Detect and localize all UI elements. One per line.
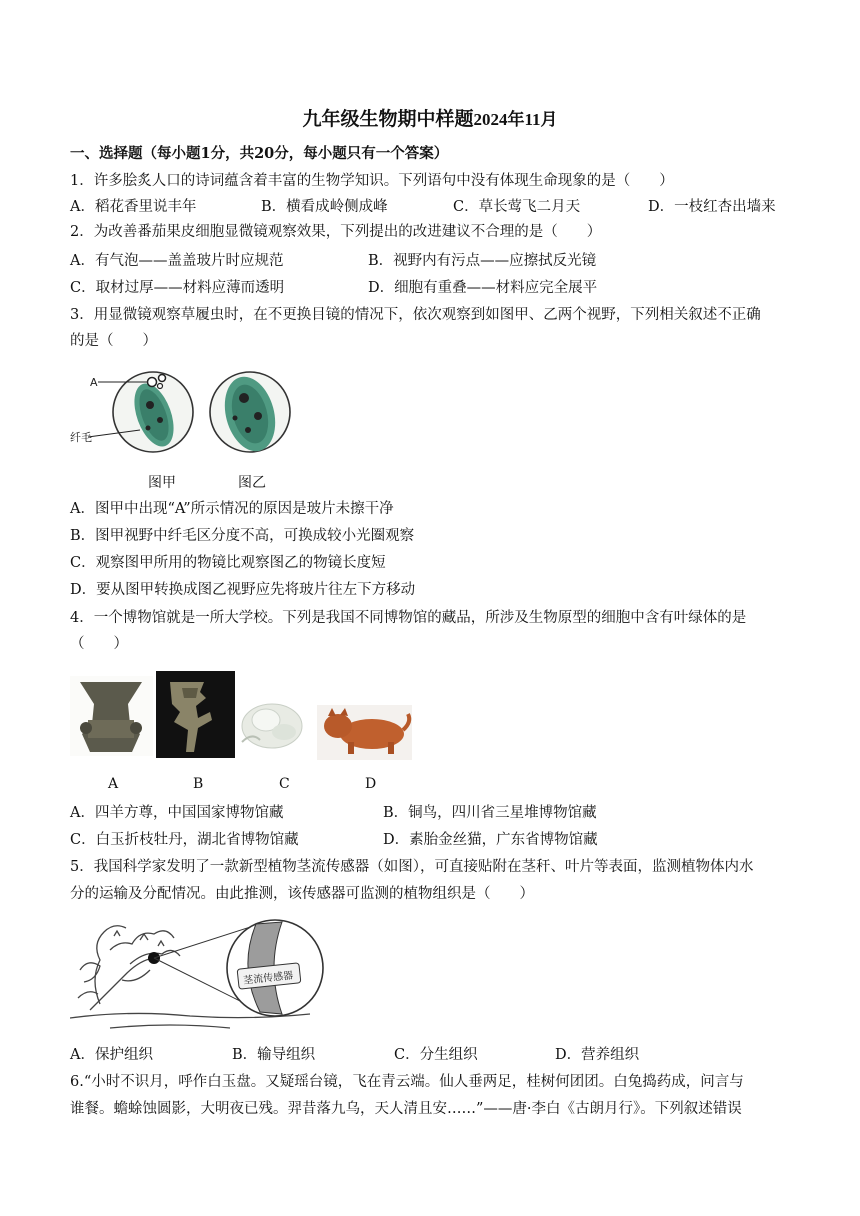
paramecium-figure	[70, 360, 300, 465]
q2-stem: 2．为改善番茄果皮细胞显微镜观察效果，下列提出的改进建议不合理的是（ ）	[70, 224, 602, 240]
museum-artifacts-figure	[70, 668, 415, 763]
q4-option-a: A．四羊方尊，中国国家博物馆藏	[70, 805, 284, 821]
q1-option-d: D．一枝红杏出墙来	[648, 199, 776, 215]
label-cilia: 纤毛	[70, 431, 92, 444]
image-label-d: D	[365, 776, 377, 792]
caption-yi: 图乙	[238, 475, 266, 491]
q6-stem-line2: 谁餐。蟾蜍蚀圆影，大明夜已残。羿昔落九乌，天人清且安……”——唐·李白《古朗月行》。下列叙述错误	[70, 1101, 742, 1117]
q1-option-c: C．草长莺飞二月天	[453, 199, 581, 215]
q3-stem-line2: 的是（ ）	[70, 333, 157, 349]
image-label-a: A	[108, 776, 119, 792]
q3-stem-line1: 3．用显微镜观察草履虫时，在不更换目镜的情况下，依次观察到如图甲、乙两个视野，下列相关叙述不正确	[70, 307, 761, 323]
q3-option-c: C．观察图甲所用的物镜比观察图乙的物镜长度短	[70, 555, 386, 571]
section-heading: 一、选择题（每小题1分，共20分，每小题只有一个答案）	[70, 145, 449, 162]
sap-flow-sensor-figure	[70, 910, 330, 1034]
figure-yi-microscope-view	[210, 371, 290, 457]
white-jade-peony-image	[236, 698, 314, 758]
title-date: 2024年11月	[473, 110, 558, 129]
four-ram-zun-image	[70, 676, 153, 756]
q5-option-c: C．分生组织	[394, 1047, 478, 1063]
magnified-view	[227, 920, 323, 1016]
q5-option-b: B．输导组织	[232, 1047, 316, 1063]
q4-stem-line2: （ ）	[70, 636, 128, 652]
sensor-label: 茎流传感器	[242, 970, 294, 987]
bronze-bird-image	[156, 671, 235, 758]
q1-option-b: B．横看成岭侧成峰	[261, 199, 388, 215]
q3-option-d: D．要从图甲转换成图乙视野应先将玻片往左下方移动	[70, 582, 416, 598]
q4-stem-line1: 4．一个博物馆就是一所大学校。下列是我国不同博物馆的藏品，所涉及生物原型的细胞中含有叶绿体的是	[70, 610, 747, 626]
clay-cat-image	[317, 705, 412, 760]
q4-option-c: C．白玉折枝牡丹，湖北省博物馆藏	[70, 832, 299, 848]
q4-option-d: D．素胎金丝猫，广东省博物馆藏	[383, 832, 598, 848]
q5-option-d: D．营养组织	[555, 1047, 640, 1063]
figure-jia-microscope-view	[88, 372, 193, 452]
q2-option-c: C．取材过厚——材料应薄而透明	[70, 280, 285, 296]
q6-stem-line1: 6.“小时不识月，呼作白玉盘。又疑瑶台镜，飞在青云端。仙人垂两足，桂树何团团。白兔捣药成，问言与	[70, 1074, 744, 1090]
q3-option-a: A．图甲中出现“A”所示情况的原因是玻片未擦干净	[70, 501, 394, 517]
q1-stem: 1．许多脍炙人口的诗词蕴含着丰富的生物学知识。下列语句中没有体现生命现象的是（ ）	[70, 173, 674, 189]
q2-option-a: A．有气泡——盖盖玻片时应规范	[70, 253, 284, 269]
q5-stem-line1: 5．我国科学家发明了一款新型植物茎流传感器（如图），可直接贴附在茎秆、叶片等表面，监测植物体内水	[70, 859, 754, 875]
q4-option-b: B．铜鸟，四川省三星堆博物馆藏	[383, 805, 597, 821]
q2-option-b: B．视野内有污点——应擦拭反光镜	[368, 253, 597, 269]
q5-option-a: A．保护组织	[70, 1047, 153, 1063]
q5-stem-line2: 分的运输及分配情况。由此推测，该传感器可监测的植物组织是（ ）	[70, 886, 534, 902]
caption-jia: 图甲	[148, 475, 176, 491]
q1-option-a: A．稻花香里说丰年	[70, 199, 197, 215]
q2-option-d: D．细胞有重叠——材料应完全展平	[368, 280, 598, 296]
image-label-c: C	[279, 776, 290, 792]
page-title	[0, 104, 860, 131]
title-main: 九年级生物期中样题	[302, 108, 474, 130]
q3-option-b: B．图甲视野中纤毛区分度不高，可换成较小光圈观察	[70, 528, 415, 544]
label-a: A	[90, 376, 98, 389]
image-label-b: B	[193, 776, 204, 792]
